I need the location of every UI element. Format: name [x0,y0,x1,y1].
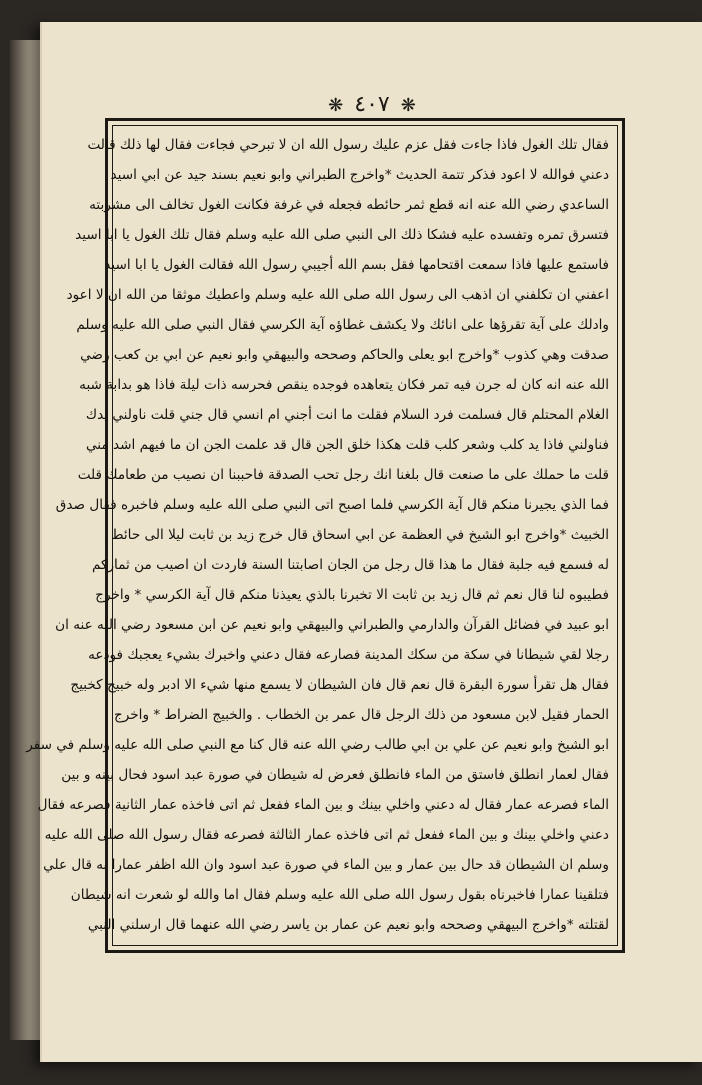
text-frame-inner [26,125,618,946]
text-frame-outer [26,118,625,953]
text-line: الماء فصرعه عمار فقال له دعني واخلي بينك و بين الماء ففعل ثم اتى فاخذه عمار الثانية فصرعه فقال [37,797,609,813]
ornament-icon: ❋ [328,95,344,116]
text-line: ابو الشيخ وابو نعيم عن علي بن ابي طالب رضي الله عنه قال كنا مع النبي صلى الله عليه وسلم في سفر [26,737,609,753]
text-line: الساعدي رضي الله عنه انه قطع ثمر حائطه فجعله في غرفة فكانت الغول تخالف الى مشربته [89,197,609,213]
text-line: دعني فوالله لا اعود فذكر تتمة الحديث *واخرج الطبراني وابو نعيم بسند جيد عن ابي اسيد [110,167,609,183]
text-line: الله عنه انه كان له جرن فيه تمر فكان يتعاهده فوجده ينقص فحرسه ذات ليلة فاذا هو بدابة شبه [79,377,609,393]
text-line: فقال هل تقرأ سورة البقرة قال نعم قال فان الشيطان لا يسمع منها شيء الا ادبر وله خبيج كخبيج [70,677,609,693]
text-line: وادلك على آية تقرؤها على انائك ولا يكشف غطاؤه آية الكرسي فقال النبي صلى الله عليه وسلم [76,317,609,333]
text-line: وسلم ان الشيطان قد حال بين عمار و بين الماء في صورة عبد اسود وان الله اظفر عمارا به قال علي [43,857,609,873]
text-line: لقتلته *واخرج البيهقي وصححه وابو نعيم عن عمار بن ياسر رضي الله عنهما قال ارسلني النبي [87,917,609,933]
text-line: صدقت وهي كذوب *واخرج ابو يعلى والحاكم وصححه والبيهقي وابو نعيم عن ابي بن كعب رضي [80,347,609,363]
text-line: الغلام المحتلم قال فسلمت فرد السلام فقلت ما انت أجني ام انسي قال جني قلت ناولني يدك [85,407,609,423]
text-block [26,132,609,939]
text-line: قلت ما حملك على ما صنعت قال بلغنا انك رجل تحب الصدقة فاحببنا ان نصيب من طعامك قلت [77,467,609,483]
text-line: دعني واخلي بينك و بين الماء ففعل ثم اتى فاخذه عمار الثالثة فصرعه فقال رسول الله صلى الله عليه [44,827,609,843]
page-number: ٤٠٧ [354,92,390,117]
text-line: فقال تلك الغول فاذا جاءت فقل عزم عليك رسول الله ان لا تبرحي فجاءت فقال لها ذلك قالت [87,137,609,153]
text-line: له فسمع فيه جلبة فقال ما هذا قال رجل من الجان اصابتنا السنة فاردت ان اصيب من ثماركم [91,557,609,573]
text-line: الخبيث *واخرج ابو الشيخ في العظمة عن ابي اسحاق قال خرج زيد بن ثابت ليلا الى حائط [111,527,609,543]
page-edge-shadow [10,40,40,1040]
text-line: فتسرق تمره وتفسده عليه فشكا ذلك الى النبي صلى الله عليه وسلم فقال تلك الغول يا ابا اسيد [75,227,609,243]
text-line: فطيبوه لنا قال نعم ثم قال زيد بن ثابت الا تخبرنا بالذي يعيذنا منكم قال آية الكرسي * واخرج [95,587,609,603]
text-line: فما الذي يجيرنا منكم قال آية الكرسي فلما اصبح اتى النبي صلى الله عليه وسلم فاخبره فقال صدق [55,497,609,513]
text-line: فناولني فاذا يد كلب وشعر كلب قلت هكذا خلق الجن قال قد علمت الجن ان ما فيهم اشد مني [85,437,609,453]
text-line: فقال لعمار انطلق فاستق من الماء فانطلق فعرض له شيطان في صورة عبد اسود فحال بينه و بين [61,767,609,783]
text-line: رجلا لقي شيطانا في سكة من سكك المدينة فصارعه فقال دعني واخبرك بشيء يعجبك فودعه [88,647,609,663]
text-line: فتلقينا عمارا فاخبرناه بقول رسول الله صلى الله عليه وسلم فقال اما والله لو شعرت انه شيطان [70,887,609,903]
text-line: فاستمع عليها فاذا سمعت اقتحامها فقل بسم الله أجيبي رسول الله فقالت الغول يا ابا اسيد [104,257,609,273]
text-line: اعفني ان تكلفني ان اذهب الى رسول الله صلى الله عليه وسلم واعطيك موثقا من الله ان لا اعود [66,287,609,303]
ornament-icon: ❋ [400,95,416,116]
text-line: الحمار فقيل لابن مسعود من ذلك الرجل قال عمر بن الخطاب . والخبيج الضراط * واخرج [113,707,609,723]
text-line: ابو عبيد في فضائل القرآن والدارمي والطبراني والبيهقي وابو نعيم عن ابن مسعود رضي الله عنه ان [55,617,609,633]
